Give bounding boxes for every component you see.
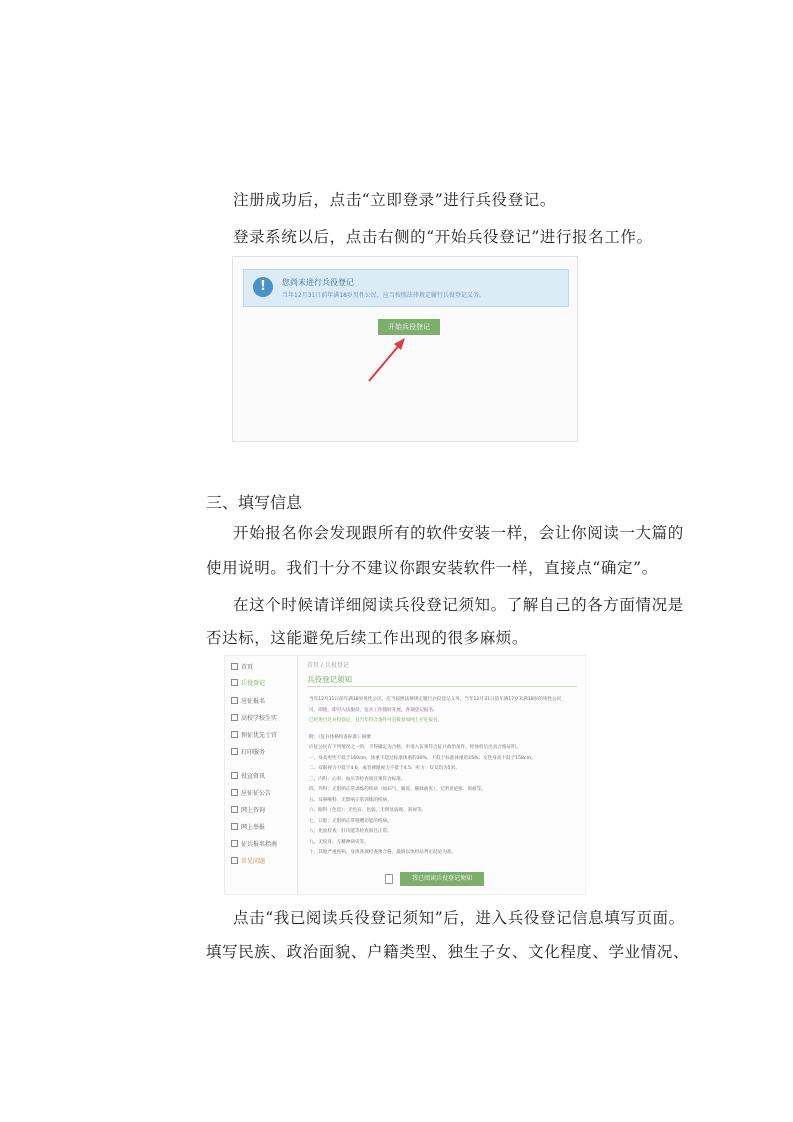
sidebar-item-label: 应征报名 [241,698,266,705]
notice-line: 三、内科：心率、血压等检查项目须符合标准。 [309,776,406,782]
paragraph-notice-line2: 否达标，这能避免后续工作出现的很多麻烦。 [206,629,529,647]
breadcrumb: 首页 / 兵役登记 [307,662,349,669]
start-registration-button[interactable]: 开始兵役登记 [378,319,440,335]
notice-line: 附：《征兵体格检查标准》摘要 [309,734,372,740]
menu-icon [231,772,238,779]
notice-line: 九、无纹身、无精神病史等。 [309,839,369,845]
menu-icon [231,789,238,796]
paragraph-start-line1: 开始报名你会发现跟所有的软件安装一样，会让你阅读一大篇的 [233,524,684,542]
red-arrow-icon [361,335,411,385]
menu-icon [231,748,238,755]
paragraph-start-line2: 使用说明。我们十分不建议你跟安装软件一样，直接点“确定”。 [206,559,658,577]
paragraph-notice-line1: 在这个时候请详细阅读兵役登记须知。了解自己的各方面情况是 [233,596,684,614]
main-panel [303,656,585,894]
notice-line: 一、身高男性不低于160cm，体重不超过标准体重的30%、不低于标准体重的15%；女性身高不低于158cm。 [309,755,536,761]
paragraph-after-confirm-line2: 填写民族、政治面貌、户籍类型、独生子女、文化程度、学业情况、 [206,943,690,961]
sidebar-item[interactable] [231,747,265,756]
paragraph-after-confirm-line1: 点击“我已阅读兵役登记须知”后，进入兵役登记信息填写页面。 [233,909,685,927]
sidebar-item-label: 打印服务 [241,749,266,756]
notice-line: 当年12月31日前年满18岁男性公民，应当按照法律规定履行兵役登记义务。当年12月31日前年满17岁未满18岁的男性公民 [309,697,562,702]
sidebar-item-label: 预征优先士官 [241,732,278,739]
sidebar-item-label: 役宣资讯 [241,773,266,780]
notice-line: 六、眼科（色觉）：无色盲、色弱，无明显弱视、斜视等。 [309,808,427,813]
screenshot-start-registration [232,256,578,442]
sidebar-item[interactable] [231,856,265,865]
sidebar-item-label: 高校学校生实 [241,715,278,722]
sidebar-item-label: 应征征公告 [241,790,272,797]
sidebar-item-label: 兵役登记 [241,680,266,687]
page-title: 兵役登记须知 [307,675,352,684]
paragraph-login-system: 登录系统以后，点击右侧的“开始兵役登记”进行报名工作。 [233,228,653,246]
alert-description: 当年12月31日前年满18岁男性公民，应当按照法律规定履行兵役登记义务。 [282,292,485,299]
notice-line: 已经进行过兵役登记，且当年符合条件可直接参加网上应征报名。 [309,718,443,723]
title-divider [307,686,577,687]
sidebar-item[interactable] [231,662,253,671]
sidebar-item[interactable] [231,822,265,831]
menu-icon [231,697,238,704]
menu-icon [231,663,238,670]
paragraph-register-success: 注册成功后，点击“立即登录”进行兵役登记。 [233,191,556,209]
sidebar-item[interactable] [231,771,265,780]
notice-line: 十、其他严重疾病，身体各项检查须合格，最终以体检站判定结论为准。 [309,850,457,855]
notice-line: 应征公民有下列情况之一的，不得确定为合格，申请入伍须符合征兵政治条件，经体检后出具合格证明。 [309,745,521,750]
sidebar-item[interactable] [231,805,265,814]
menu-icon [231,840,238,847]
sidebar-item[interactable] [231,730,277,739]
menu-icon [231,679,238,686]
document-icon [385,874,393,884]
notice-line: 四、外科：无影响正常训练的疾病（如疝气、腋臭、静脉曲张），无明显疤痕、斑痕等。 [309,787,486,792]
alert-title: 您尚未进行兵役登记 [282,278,354,287]
notice-alert [243,269,569,307]
notice-line: 五、耳鼻喉科：无影响正常训练的疾病。 [309,797,392,803]
notice-line: 七、口腔：无影响正常咀嚼功能的疾病。 [309,818,392,824]
sidebar-item-label: 常见问题 [241,858,266,865]
screenshot-registration-notice [224,655,586,895]
section-heading: 三、填写信息 [206,493,303,512]
menu-icon [231,806,238,813]
sidebar [225,656,298,894]
menu-icon [231,714,238,721]
confirm-read-button[interactable]: 我已阅读兵役登记须知 [400,872,484,886]
sidebar-item[interactable] [231,696,265,705]
sidebar-item[interactable] [231,678,265,687]
menu-icon [231,857,238,864]
notice-line: 八、化验检查：肝功能等检查项目正常。 [309,829,392,834]
sidebar-item-label: 首页 [241,664,254,671]
sidebar-item-label: 网上举报 [241,824,266,831]
sidebar-item-label: 征兵报名指南 [241,841,278,848]
sidebar-item[interactable] [231,713,277,722]
sidebar-item[interactable] [231,788,271,797]
sidebar-item[interactable] [231,839,277,848]
info-icon: ! [253,277,273,297]
menu-icon [231,823,238,830]
notice-line: 二、双眼视力不低于4.6，或者裸眼视力不低于4.5；听力：双耳均为5米。 [309,766,460,771]
notice-line: 可，即使，即可入伍服役，征兵工作随时开展，各项登记报名。 [309,707,438,713]
menu-icon [231,731,238,738]
sidebar-item-label: 网上咨询 [241,807,266,814]
